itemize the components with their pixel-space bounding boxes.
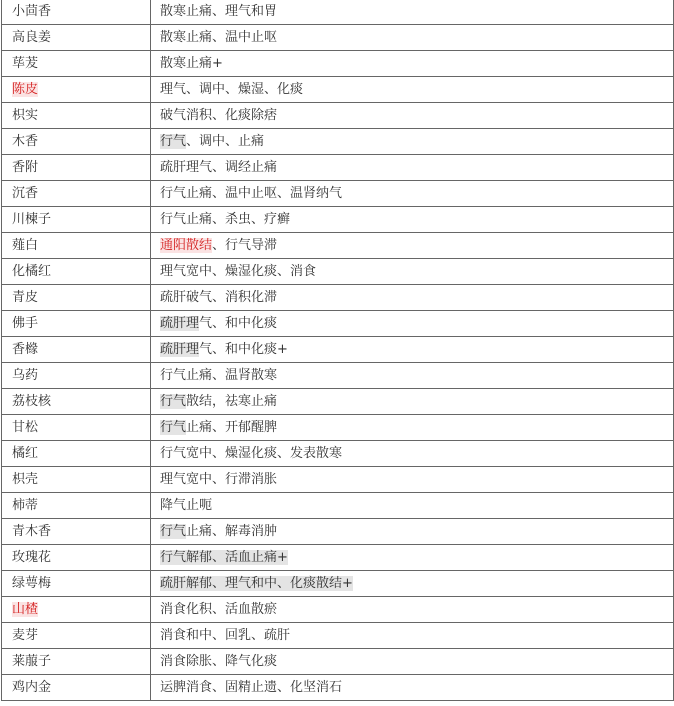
herb-effect-cell [151,519,674,545]
herb-name-cell [2,337,151,363]
table-row [2,389,674,415]
herb-effect-text: 行气解郁、活血止痛+ [160,550,288,565]
herb-name: 香附 [12,160,39,175]
herb-effect-cell [151,467,674,493]
herb-effect-text: 、调中、止痛 [186,134,265,149]
herb-name-cell [2,415,151,441]
herb-name: 沉香 [12,186,39,201]
herb-effect-cell [151,571,674,597]
herb-name-cell [2,363,151,389]
herb-name: 甘松 [12,420,39,435]
table-row [2,415,674,441]
herb-name: 川楝子 [12,212,52,227]
herb-name: 青皮 [12,290,39,305]
herb-effect-cell [151,649,674,675]
table-row [2,259,674,285]
herb-name: 玫瑰花 [12,550,52,565]
herb-name: 木香 [12,134,39,149]
table-row [2,207,674,233]
herb-table-body [2,0,674,701]
table-row [2,545,674,571]
herb-effect-cell [151,441,674,467]
herb-effect-text: 疏肝解郁、理气和中、化痰散结+ [160,576,353,591]
herb-name-cell [2,0,151,25]
herb-name: 青木香 [12,524,52,539]
herb-effect-text: 理气宽中、行滞消胀 [160,472,278,487]
herb-name: 枳实 [12,108,39,123]
herb-name-cell [2,493,151,519]
herb-effect-text: 行气 [160,394,187,409]
herb-name-cell [2,181,151,207]
table-row [2,25,674,51]
herb-name-cell [2,207,151,233]
herb-effect-cell [151,25,674,51]
herb-name: 乌药 [12,368,39,383]
herb-name-cell [2,649,151,675]
herb-name: 橘红 [12,446,39,461]
herb-effect-text: 行气止痛、温肾散寒 [160,368,278,383]
herb-effect-text: 行气 [160,420,187,435]
herb-effect-text: 疏肝破气、消积化滞 [160,290,278,305]
table-row [2,285,674,311]
herb-name-cell [2,597,151,623]
table-row [2,571,674,597]
herb-effect-cell [151,675,674,701]
herb-effect-text: 止痛、开郁醒脾 [186,420,278,435]
herb-name-cell [2,285,151,311]
herb-effect-cell [151,77,674,103]
herb-name-cell [2,467,151,493]
herb-name: 荔枝核 [12,394,52,409]
herb-name-cell [2,389,151,415]
herb-name-cell [2,259,151,285]
herb-effect-cell [151,597,674,623]
herb-effect-cell [151,129,674,155]
herb-name: 香橼 [12,342,39,357]
table-row [2,493,674,519]
herb-effect-text: 理气、调中、燥湿、化痰 [160,82,304,97]
herb-effect-text: 通阳散结 [160,238,213,253]
herb-name: 化橘红 [12,264,52,279]
herb-name: 莱菔子 [12,654,52,669]
table-row [2,519,674,545]
table-row [2,155,674,181]
table-row [2,363,674,389]
herb-name-cell [2,311,151,337]
herb-name: 鸡内金 [12,680,52,695]
herb-effect-text: 消食除胀、降气化痰 [160,654,278,669]
table-row [2,51,674,77]
herb-effect-text: 疏肝理气、调经止痛 [160,160,278,175]
herb-effect-cell [151,363,674,389]
table-row [2,337,674,363]
herb-effect-cell [151,0,674,25]
herb-name-cell [2,623,151,649]
herb-name: 枳壳 [12,472,39,487]
herb-name-cell [2,51,151,77]
herb-name-cell [2,25,151,51]
herb-name: 陈皮 [12,82,39,97]
herb-effect-text: 散结，祛寒止痛 [186,394,278,409]
herb-effect-text: 散寒止痛、温中止呕 [160,30,278,45]
herb-name-cell [2,103,151,129]
herb-effect-text: 破气消积、化痰除痞 [160,108,278,123]
herb-effect-text: 散寒止痛+ [160,56,223,71]
table-row [2,675,674,701]
herb-name: 麦芽 [12,628,39,643]
herb-effect-text: 疏肝理 [160,316,200,331]
herb-effect-text: 疏肝理 [160,342,200,357]
table-row [2,649,674,675]
table-row [2,441,674,467]
herb-name-cell [2,441,151,467]
herb-name-cell [2,129,151,155]
herb-table [1,0,674,701]
herb-effect-text: 、行气导滞 [212,238,278,253]
herb-effect-text: 行气止痛、温中止呕、温肾纳气 [160,186,343,201]
herb-effect-text: 消食和中、回乳、疏肝 [160,628,291,643]
herb-name: 山楂 [12,602,39,617]
herb-effect-text: 行气 [160,134,187,149]
herb-effect-text: 散寒止痛、理气和胃 [160,4,278,19]
table-row [2,0,674,25]
table-row [2,103,674,129]
herb-name-cell [2,675,151,701]
herb-effect-cell [151,181,674,207]
table-row [2,467,674,493]
herb-effect-cell [151,389,674,415]
herb-effect-cell [151,155,674,181]
herb-effect-cell [151,337,674,363]
herb-effect-text: 气、和中化痰+ [199,342,288,357]
herb-name: 荜茇 [12,56,39,71]
table-row [2,129,674,155]
herb-effect-text: 消食化积、活血散瘀 [160,602,278,617]
herb-name-cell [2,519,151,545]
herb-name-cell [2,571,151,597]
herb-effect-cell [151,311,674,337]
herb-name-cell [2,545,151,571]
herb-name-cell [2,155,151,181]
herb-effect-cell [151,493,674,519]
herb-effect-text: 行气止痛、杀虫、疗癣 [160,212,291,227]
table-row [2,181,674,207]
herb-effect-cell [151,415,674,441]
table-row [2,597,674,623]
herb-effect-text: 止痛、解毒消肿 [186,524,278,539]
herb-effect-text: 运脾消食、固精止遗、化坚消石 [160,680,343,695]
herb-effect-cell [151,233,674,259]
herb-name-cell [2,233,151,259]
table-row [2,311,674,337]
herb-name: 高良姜 [12,30,52,45]
herb-name: 绿萼梅 [12,576,52,591]
herb-name: 薤白 [12,238,39,253]
table-row [2,233,674,259]
herb-effect-text: 行气 [160,524,187,539]
table-row [2,77,674,103]
herb-effect-cell [151,285,674,311]
herb-effect-cell [151,103,674,129]
herb-effect-text: 气、和中化痰 [199,316,278,331]
herb-name-cell [2,77,151,103]
herb-effect-cell [151,207,674,233]
herb-effect-cell [151,51,674,77]
herb-effect-cell [151,545,674,571]
herb-effect-cell [151,259,674,285]
herb-effect-text: 行气宽中、燥湿化痰、发表散寒 [160,446,343,461]
herb-name: 佛手 [12,316,39,331]
herb-name: 小茴香 [12,4,52,19]
table-row [2,623,674,649]
herb-name: 柿蒂 [12,498,39,513]
herb-effect-text: 降气止呃 [160,498,213,513]
herb-effect-cell [151,623,674,649]
herb-effect-text: 理气宽中、燥湿化痰、消食 [160,264,317,279]
